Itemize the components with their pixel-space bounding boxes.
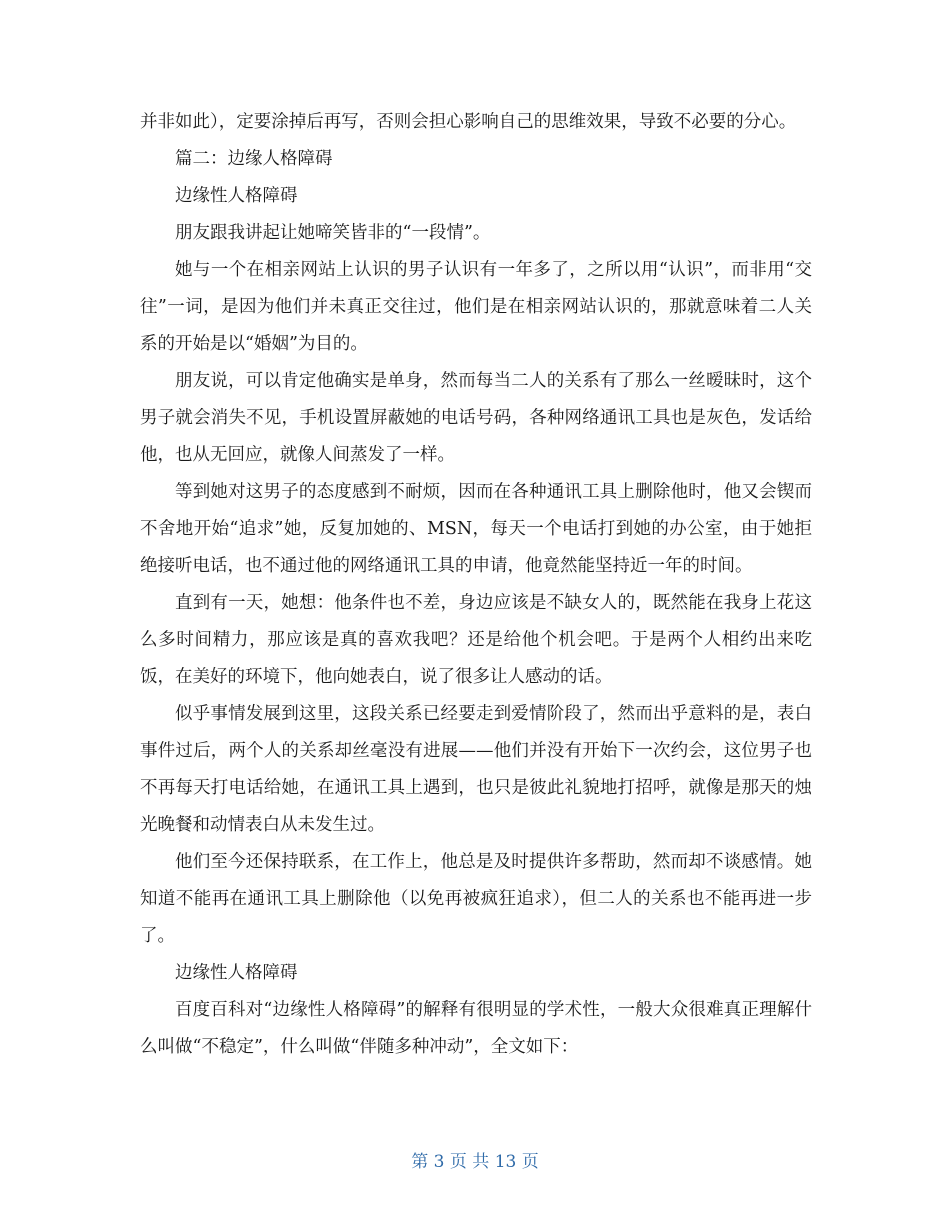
section-heading: 篇二：边缘人格障碍 (175, 149, 333, 169)
paragraph-4: 朋友跟我讲起让她啼笑皆非的“一段情”。 (175, 223, 491, 243)
paragraph-10: 他们至今还保持联系，在工作上，他总是及时提供许多帮助，然而却不谈感情。她知道不能再在通讯工具上删除他（以免再被疯狂追求），但二人的关系也不能再进一步了。 (140, 852, 812, 946)
article-title: 边缘性人格障碍 (175, 186, 298, 206)
page-number-footer: 第 3 页 共 13 页 (411, 1152, 539, 1172)
paragraph-8: 直到有一天，她想：他条件也不差，身边应该是不缺女人的，既然能在我身上花这么多时间精力，那应该是真的喜欢我吧？还是给他个机会吧。于是两个人相约出来吃饭，在美好的环境下，他向她表白，说了很多让人感动的话。 (140, 593, 812, 687)
paragraph-7: 等到她对这男子的态度感到不耐烦，因而在各种通讯工具上删除他时，他又会锲而不舍地开始“追求”她，反复加她的、MSN，每天一个电话打到她的办公室，由于她拒绝接听电话，也不通过他的网络通讯工具的申请，他竟然能坚持近一年的时间。 (140, 482, 812, 576)
document-body (140, 104, 812, 1066)
subheading: 边缘性人格障碍 (175, 963, 298, 983)
paragraph-1: 并非如此），定要涂掉后再写，否则会担心影响自己的思维效果，导致不必要的分心。 (140, 112, 797, 132)
paragraph-5: 她与一个在相亲网站上认识的男子认识有一年多了，之所以用“认识”，而非用“交往”一词，是因为他们并未真正交往过，他们是在相亲网站认识的，那就意味着二人关系的开始是以“婚姻”为目的。 (140, 260, 812, 354)
paragraph-6: 朋友说，可以肯定他确实是单身，然而每当二人的关系有了那么一丝暧昧时，这个男子就会消失不见，手机设置屏蔽她的电话号码，各种网络通讯工具也是灰色，发话给他，也从无回应，就像人间蒸发了一样。 (140, 371, 812, 465)
paragraph-12: 百度百科对“边缘性人格障碍”的解释有很明显的学术性，一般大众很难真正理解什么叫做“不稳定”，什么叫做“伴随多种冲动”，全文如下： (140, 1000, 812, 1057)
paragraph-9: 似乎事情发展到这里，这段关系已经要走到爱情阶段了，然而出乎意料的是，表白事件过后，两个人的关系却丝毫没有进展——他们并没有开始下一次约会，这位男子也不再每天打电话给她，在通讯工具上遇到，也只是彼此礼貌地打招呼，就像是那天的烛光晚餐和动情表白从未发生过。 (140, 704, 812, 835)
